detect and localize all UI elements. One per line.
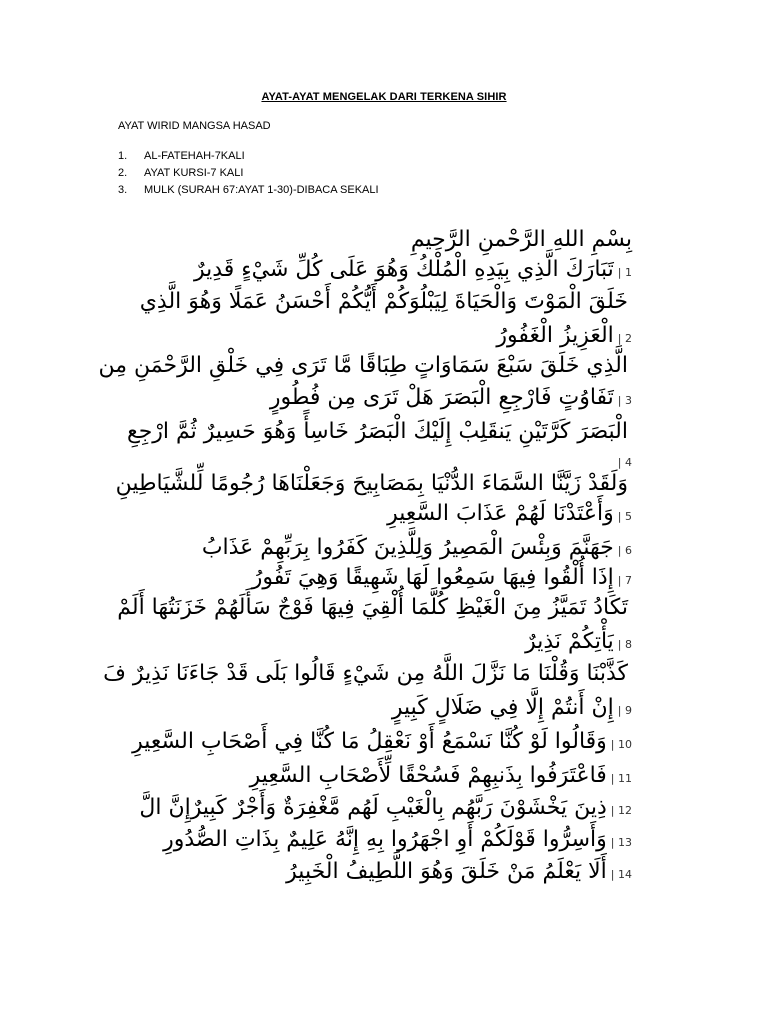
arabic-text: تَفَاوُتٍ فَارْجِعِ الْبَصَرَ هَلْ تَرَى مِن فُطُورٍ — [269, 385, 614, 410]
document-title: AYAT-AYAT MENGELAK DARI TERKENA SIHIR — [261, 91, 507, 103]
arabic-line — [32, 826, 632, 857]
arabic-line — [32, 858, 632, 889]
arabic-text: تَبَارَكَ الَّذِي بِيَدِهِ الْمُلْكُ وَهُوَ عَلَى كُلِّ شَيْءٍ قَدِيرٌ — [193, 257, 614, 282]
verse-number: 7 | — [617, 574, 632, 587]
arabic-text: جَهَنَّمَ وَبِئْسَ الْمَصِيرُ وَلِلَّذِينَ كَفَرُوا بِرَبِّهِمْ عَذَابُ — [201, 535, 614, 560]
verse-number: 14 | — [610, 868, 632, 881]
verse-number: 11 | — [610, 772, 632, 785]
arabic-text: فَاعْتَرَفُوا بِذَنبِهِمْ فَسُحْقًا لِّأَصْحَابِ السَّعِيرِ — [249, 763, 607, 788]
arabic-text: إِنْ أَنتُمْ إِلَّا فِي ضَلَالٍ كَبِيرٍ — [391, 695, 614, 720]
arabic-line — [32, 594, 632, 625]
arabic-line — [32, 384, 632, 415]
verse-number: 2 | — [617, 332, 632, 345]
arabic-text: وَقَالُوا لَوْ كُنَّا نَسْمَعُ أَوْ نَعْقِلُ مَا كُنَّا فِي أَصْحَابِ السَّعِيرِ — [132, 729, 607, 754]
verse-number: 6 | — [617, 544, 632, 557]
arabic-text: الَّذِي خَلَقَ سَبْعَ سَمَاوَاتٍ طِبَاقًا مَّا تَرَى فِي خَلْقِ الرَّحْمَنِ مِن — [98, 353, 628, 378]
arabic-line — [32, 352, 632, 383]
arabic-line — [32, 628, 632, 659]
arabic-line — [32, 762, 632, 793]
verse-number: 13 | — [610, 836, 632, 849]
verse-number: 12 | — [610, 804, 632, 817]
arabic-line — [32, 660, 632, 691]
arabic-line — [32, 256, 632, 287]
verse-number: 10 | — [610, 738, 632, 751]
arabic-text: تَكَادُ تَمَيَّزُ مِنَ الْغَيْظِ كُلَّمَا أُلْقِيَ فِيهَا فَوْجٌ سَأَلَهُمْ خَزَنَتُهَا أَلَمْ — [117, 595, 628, 620]
list-item — [118, 165, 379, 182]
verse-number: 1 | — [617, 266, 632, 279]
arabic-text: أَلَا يَعْلَمُ مَنْ خَلَقَ وَهُوَ اللَّطِيفُ الْخَبِيرُ — [286, 859, 607, 884]
document-subtitle: AYAT WIRID MANGSA HASAD — [118, 120, 271, 132]
verse-number: 4 | — [617, 456, 632, 469]
verse-number: 5 | — [617, 510, 632, 523]
arabic-line — [32, 322, 632, 353]
arabic-line — [32, 794, 632, 825]
list-item-text: AYAT KURSI-7 KALI — [144, 167, 244, 179]
arabic-text: يَأْتِكُمْ نَذِيرٌ — [525, 629, 614, 654]
verse-number: 9 | — [617, 704, 632, 717]
arabic-line — [32, 564, 632, 595]
arabic-line — [32, 470, 632, 501]
arabic-line — [32, 728, 632, 759]
arabic-text: كَذَّبْنَا وَقُلْنَا مَا نَزَّلَ اللَّهُ مِن شَيْءٍ قَالُوا بَلَى قَدْ جَاءَنَا نَذِيرٌ فَ — [103, 661, 628, 686]
verse-number: 3 | — [617, 394, 632, 407]
list-item-number: 1. — [118, 150, 128, 162]
list-item-number: 2. — [118, 167, 128, 179]
arabic-line — [32, 694, 632, 725]
arabic-text: وَأَعْتَدْنَا لَهُمْ عَذَابَ السَّعِيرِ — [387, 501, 614, 526]
arabic-text: الْبَصَرَ كَرَّتَيْنِ يَنقَلِبْ إِلَيْكَ الْبَصَرُ خَاسِأً وَهُوَ حَسِيرٌ ثُمَّ ارْجِعِ — [126, 419, 628, 444]
list-item — [118, 148, 379, 165]
arabic-line — [32, 226, 632, 257]
list-item-text: AL-FATEHAH-7KALI — [144, 150, 245, 162]
arabic-text: وَلَقَدْ زَيَّنَّا السَّمَاءَ الدُّنْيَا بِمَصَابِيحَ وَجَعَلْنَاهَا رُجُومًا لِّلشَّيَاطِينِ — [115, 471, 628, 496]
arabic-text: بِسْمِ اللهِ الرَّحْمنِ الرَّحِيمِ — [410, 227, 632, 252]
arabic-text: إِذَا أُلْقُوا فِيهَا سَمِعُوا لَهَا شَهِيقًا وَهِيَ تَفُورُ — [251, 565, 614, 590]
list-item — [118, 182, 379, 199]
arabic-text: ذِينَ يَخْشَوْنَ رَبَّهُم بِالْغَيْبِ لَهُم مَّغْفِرَةٌ وَأَجْرٌ كَبِيرٌإِنَّ الَّ — [139, 795, 607, 820]
arabic-text: خَلَقَ الْمَوْتَ وَالْحَيَاةَ لِيَبْلُوَكُمْ أَيُّكُمْ أَحْسَنُ عَمَلًا وَهُوَ الَّذِي — [139, 289, 628, 314]
arabic-line — [32, 500, 632, 531]
verse-number: 8 | — [617, 638, 632, 651]
arabic-text: وَأَسِرُّوا قَوْلَكُمْ أَوِ اجْهَرُوا بِهِ إِنَّهُ عَلِيمٌ بِذَاتِ الصُّدُورِ — [163, 827, 607, 852]
arabic-line — [32, 288, 632, 319]
arabic-line — [32, 418, 632, 449]
list-item-text: MULK (SURAH 67:AYAT 1-30)-DIBACA SEKALI — [144, 184, 379, 196]
arabic-line — [32, 534, 632, 565]
arabic-text: الْعَزِيزُ الْغَفُورُ — [496, 323, 614, 348]
list-item-number: 3. — [118, 184, 128, 196]
numbered-list — [118, 148, 379, 199]
